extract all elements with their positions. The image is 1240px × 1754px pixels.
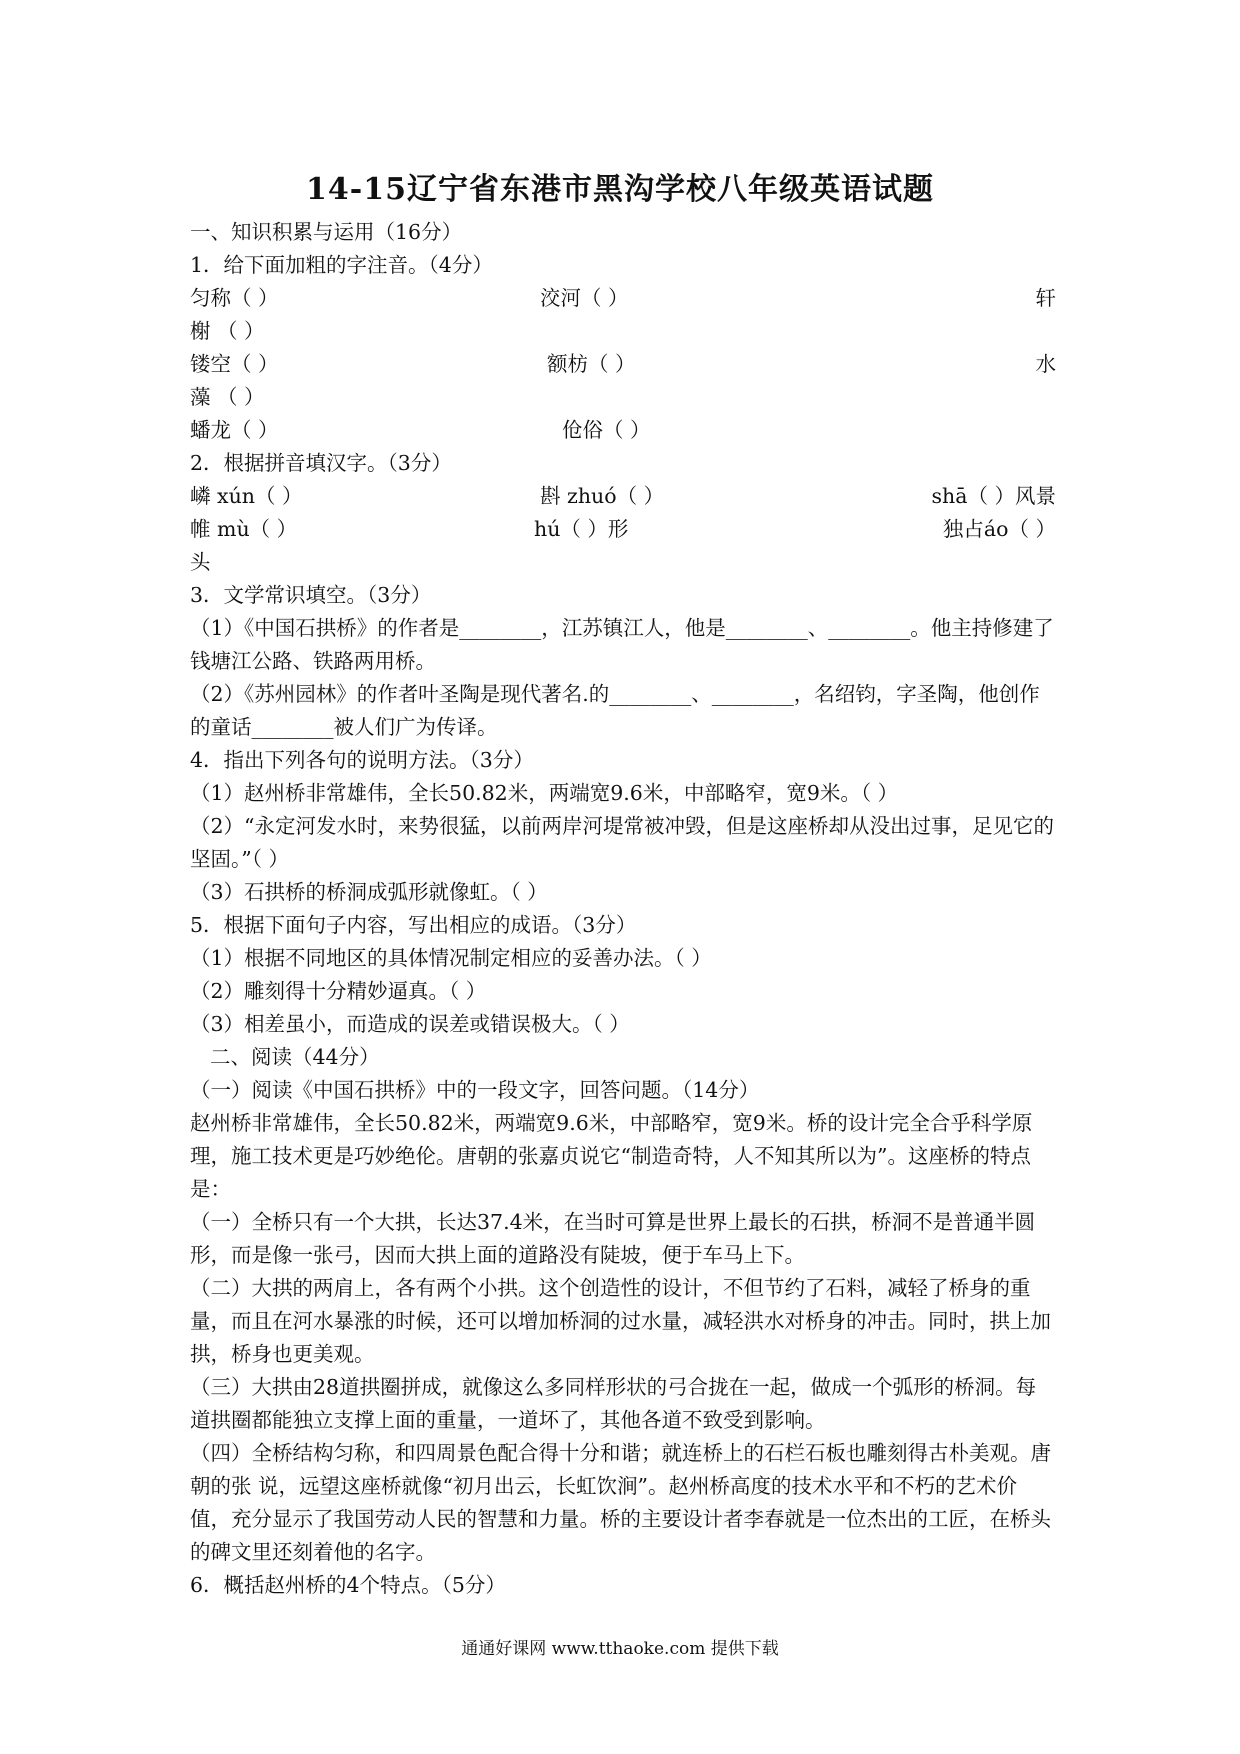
reading-paragraph: （三）大拱由28道拱圈拼成，就像这么多同样形状的弓合拢在一起，做成一个弧形的桥洞。每道拱圈都能独立支撑上面的重量，一道坏了，其他各道不致受到影响。 [190, 1375, 1037, 1432]
q1-row [190, 381, 1056, 414]
question-3-title: 3．文学常识填空。（3分） [190, 583, 432, 607]
question-6-title: 6．概括赵州桥的4个特点。（5分） [190, 1573, 506, 1597]
q2-item: 嶙 xún（ ） [190, 484, 303, 508]
q1-item: 轩 [1035, 286, 1056, 310]
question-4-item: （3）石拱桥的桥洞成弧形就像虹。（ ） [190, 880, 548, 904]
reading-title: （一）阅读《中国石拱桥》中的一段文字，回答问题。（14分） [190, 1078, 760, 1102]
question-2-title: 2．根据拼音填汉字。（3分） [190, 451, 452, 475]
reading-paragraph: （一）全桥只有一个大拱，长达37.4米，在当时可算是世界上最长的石拱，桥洞不是普通半圆形，而是像一张弓，因而大拱上面的道路没有陡坡，便于车马上下。 [190, 1210, 1036, 1267]
page-footer: 通通好课网 www.tthaoke.com 提供下载 [461, 1639, 779, 1659]
question-4-item: （2）“永定河发水时，来势很猛，以前两岸河堤常被冲毁，但是这座桥却从没出过事，足见它的坚固。”（ ） [190, 814, 1055, 871]
q2-row [190, 513, 1056, 546]
q2-row [190, 546, 1056, 579]
question-4-title: 4．指出下列各句的说明方法。（3分） [190, 748, 534, 772]
section-2-heading: 二、阅读（44分） [210, 1045, 380, 1069]
question-5-title: 5．根据下面句子内容，写出相应的成语。（3分） [190, 913, 637, 937]
q1-item: 洨河（ ） [540, 286, 629, 310]
q1-row [190, 315, 1056, 348]
q2-item: 斟 zhuó（ ） [540, 484, 665, 508]
q1-row [190, 282, 1056, 315]
q1-item: 藻 （ ） [190, 385, 265, 409]
question-3-item: （1）《中国石拱桥》的作者是________，江苏镇江人，他是________、________。他主持修建了钱塘江公路、铁路两用桥。 [190, 616, 1054, 673]
reading-paragraph: 赵州桥非常雄伟，全长50.82米，两端宽9.6米，中部略窄，宽9米。桥的设计完全合乎科学原理，施工技术更是巧妙绝伦。唐朝的张嘉贞说它“制造奇特，人不知其所以为”。这座桥的特点是： [190, 1111, 1033, 1201]
q1-item: 榭 （ ） [190, 319, 265, 343]
q1-row [190, 348, 1056, 381]
q1-item: 额枋（ ） [547, 352, 636, 376]
q1-item: 镂空（ ） [190, 352, 279, 376]
q2-item: 独占áo（ ） [942, 517, 1056, 541]
q1-item: 伧俗（ ） [562, 418, 651, 442]
question-5-item: （1）根据不同地区的具体情况制定相应的妥善办法。（ ） [190, 946, 712, 970]
q2-item: 帷 mù（ ） [190, 517, 298, 541]
q2-row [190, 480, 1056, 513]
page-title: 14-15辽宁省东港市黑沟学校八年级英语试题 [306, 172, 934, 207]
q2-item: 头 [190, 550, 211, 574]
question-1-title: 1．给下面加粗的字注音。（4分） [190, 253, 493, 277]
q2-item: hú（ ）形 [534, 517, 629, 541]
question-3-item: （2）《苏州园林》的作者叶圣陶是现代著名.的________、________，名绍钧，字圣陶，他创作的童话________被人们广为传译。 [190, 682, 1040, 739]
question-4-item: （1）赵州桥非常雄伟，全长50.82米，两端宽9.6米，中部略窄，宽9米。（ ） [190, 781, 899, 805]
section-1-heading: 一、知识积累与运用（16分） [190, 220, 463, 244]
question-5-item: （3）相差虽小，而造成的误差或错误极大。（ ） [190, 1012, 630, 1036]
q2-item: shā（ ）风景 [931, 484, 1056, 508]
q1-row [190, 414, 1056, 447]
q1-item: 蟠龙（ ） [190, 418, 279, 442]
reading-paragraph: （四）全桥结构匀称，和四周景色配合得十分和谐；就连桥上的石栏石板也雕刻得古朴美观。唐朝的张 说，远望这座桥就像“初月出云，长虹饮涧”。赵州桥高度的技术水平和不朽的艺术价值，充分显示了我国劳动人民的智慧和力量。桥的主要设计者李春就是一位杰出的工匠，在桥头的碑文里还刻着他的名字。 [190, 1441, 1051, 1564]
q1-item: 水 [1035, 352, 1056, 376]
exam-content [190, 216, 1056, 1602]
reading-paragraph: （二）大拱的两肩上，各有两个小拱。这个创造性的设计，不但节约了石料，减轻了桥身的重量，而且在河水暴涨的时候，还可以增加桥洞的过水量，减轻洪水对桥身的冲击。同时，拱上加拱，桥身也更美观。 [190, 1276, 1051, 1366]
q1-item: 匀称（ ） [190, 286, 279, 310]
question-5-item: （2）雕刻得十分精妙逼真。（ ） [190, 979, 487, 1003]
